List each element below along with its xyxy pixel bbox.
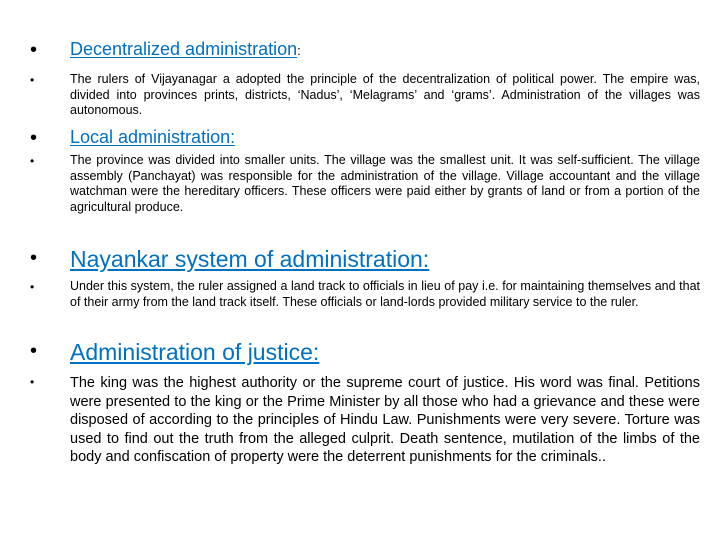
bullet: • xyxy=(30,340,38,362)
bullet: • xyxy=(30,73,35,87)
paragraph-local-administration xyxy=(30,153,700,215)
heading-nayankar-system xyxy=(30,246,700,273)
bullet: • xyxy=(30,127,38,149)
heading-local-administration xyxy=(30,126,700,150)
bullet: • xyxy=(30,280,35,294)
paragraph-text: The province was divided into smaller units. The village was the smallest unit. It was self-sufficient. The village assembly (Panchayat) was responsible for the administration of the village. Village accountant and the village watchman were the hereditary officers. These officers were paid either by grants of land or from a portion of the agricultural produce. xyxy=(70,153,700,214)
heading-text: Administration of justice: xyxy=(70,339,320,365)
heading-text: Decentralized administration xyxy=(70,39,298,59)
bullet: • xyxy=(30,247,38,269)
paragraph-administration-of-justice xyxy=(30,374,700,467)
paragraph-text: The rulers of Vijayanagar a adopted the principle of the decentralization of political power. The empire was, divided into provinces prints, districts, ‘Nadus’, ‘Melagrams’ and ‘grams’. Administration of the villages was autonomous. xyxy=(70,72,700,117)
paragraph-decentralized-administration xyxy=(30,72,700,119)
bullet: • xyxy=(30,375,35,389)
heading-text: Nayankar system of administration: xyxy=(70,246,430,272)
bullet: • xyxy=(30,39,38,61)
heading-text: Local administration: xyxy=(70,127,236,147)
paragraph-text: Under this system, the ruler assigned a land track to officials in lieu of pay i.e. for maintaining themselves and that of their army from the land track itself. These officials or land-lords provided military service to the ruler. xyxy=(70,279,700,309)
paragraph-text: The king was the highest authority or the supreme court of justice. His word was final. Petitions were presented to the king or the Prime Minister by all those who had a grievance and these were disposed of according to the principles of Hindu Law. Punishments were very severe. Torture was used to find out the truth from the alleged culprit. Death sentence, mutilation of the limbs of the body and confiscation of property were the deterrent punishments for the criminals.. xyxy=(70,375,700,465)
heading-decentralized-administration xyxy=(30,38,700,62)
heading-colon: : xyxy=(297,43,301,58)
bullet: • xyxy=(30,154,35,168)
heading-administration-of-justice xyxy=(30,339,700,366)
paragraph-nayankar-system xyxy=(30,279,700,310)
